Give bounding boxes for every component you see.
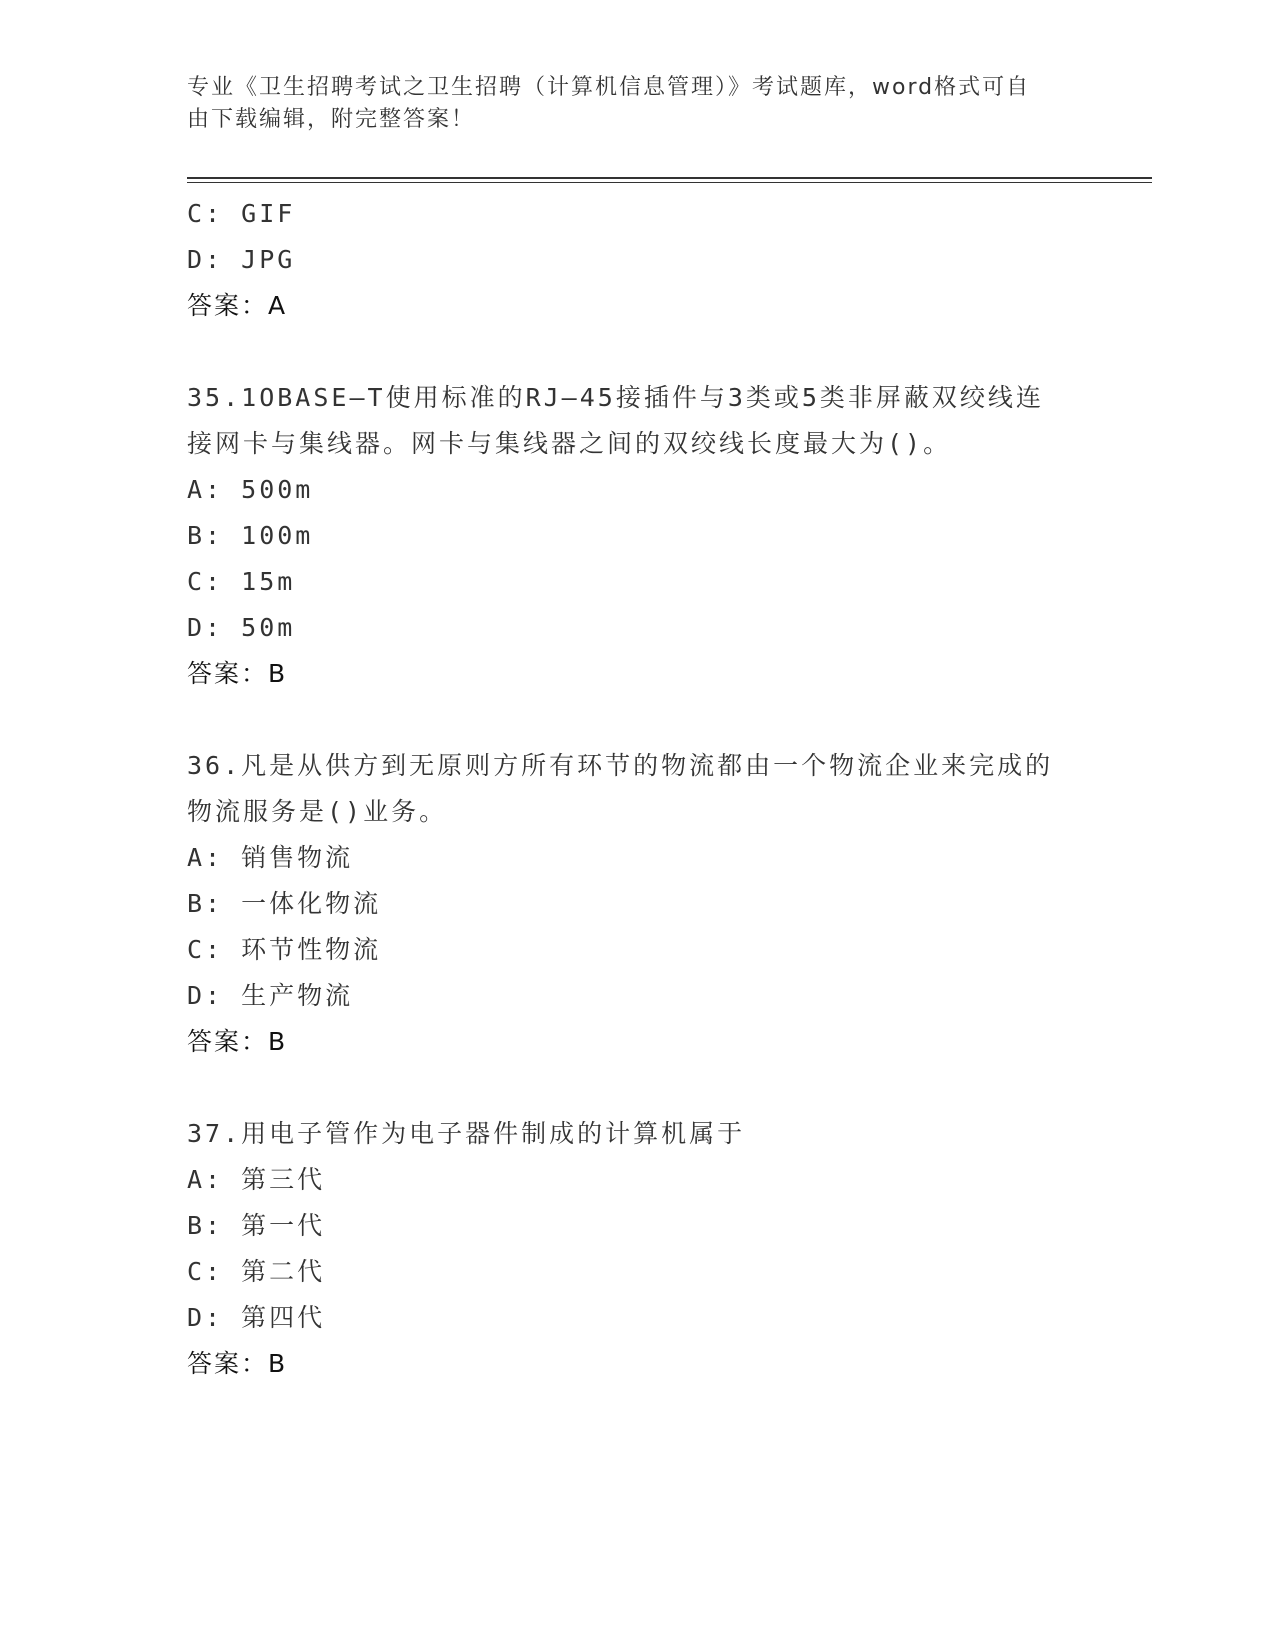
spacer <box>187 1065 1087 1111</box>
option-c: C: 环节性物流 <box>187 935 382 964</box>
option-d: D: JPG <box>187 245 296 274</box>
option-d: D: 50m <box>187 613 296 642</box>
option-b: B: 100m <box>187 521 314 550</box>
question-stem-line: 接网卡与集线器。网卡与集线器之间的双绞线长度最大为()。 <box>187 429 952 458</box>
header-divider-thin <box>187 182 1152 183</box>
spacer <box>187 697 1087 743</box>
question-36 <box>187 743 1087 1065</box>
option-c: C: 第二代 <box>187 1257 326 1286</box>
option-c: C: 15m <box>187 567 296 596</box>
question-stem-line: 物流服务是()业务。 <box>187 797 448 826</box>
question-35 <box>187 375 1087 697</box>
answer-line: 答案：B <box>187 659 288 688</box>
option-b: B: 第一代 <box>187 1211 326 1240</box>
header-line-2: 由下载编辑，附完整答案！ <box>187 107 476 132</box>
spacer <box>187 329 1087 375</box>
question-stem-line: 36.凡是从供方到无原则方所有环节的物流都由一个物流企业来完成的 <box>187 751 1054 780</box>
previous-question-tail <box>187 191 1087 329</box>
option-a: A: 第三代 <box>187 1165 326 1194</box>
document-body <box>187 191 1087 1387</box>
answer-line: 答案：B <box>187 1349 288 1378</box>
question-stem-line: 35.1OBASE—T使用标准的RJ—45接插件与3类或5类非屏蔽双绞线连 <box>187 383 1044 412</box>
option-a: A: 500m <box>187 475 314 504</box>
header-line-1: 专业《卫生招聘考试之卫生招聘（计算机信息管理）》考试题库，word格式可自 <box>187 75 1031 100</box>
answer-line: 答案：B <box>187 1027 288 1056</box>
header-divider-thick <box>187 177 1152 179</box>
question-stem-line: 37.用电子管作为电子器件制成的计算机属于 <box>187 1119 746 1148</box>
option-d: D: 生产物流 <box>187 981 354 1010</box>
option-a: A: 销售物流 <box>187 843 354 872</box>
question-37 <box>187 1111 1087 1387</box>
document-header <box>187 72 1067 136</box>
option-b: B: 一体化物流 <box>187 889 382 918</box>
answer-line: 答案：A <box>187 291 288 320</box>
option-c: C: GIF <box>187 199 296 228</box>
option-d: D: 第四代 <box>187 1303 326 1332</box>
